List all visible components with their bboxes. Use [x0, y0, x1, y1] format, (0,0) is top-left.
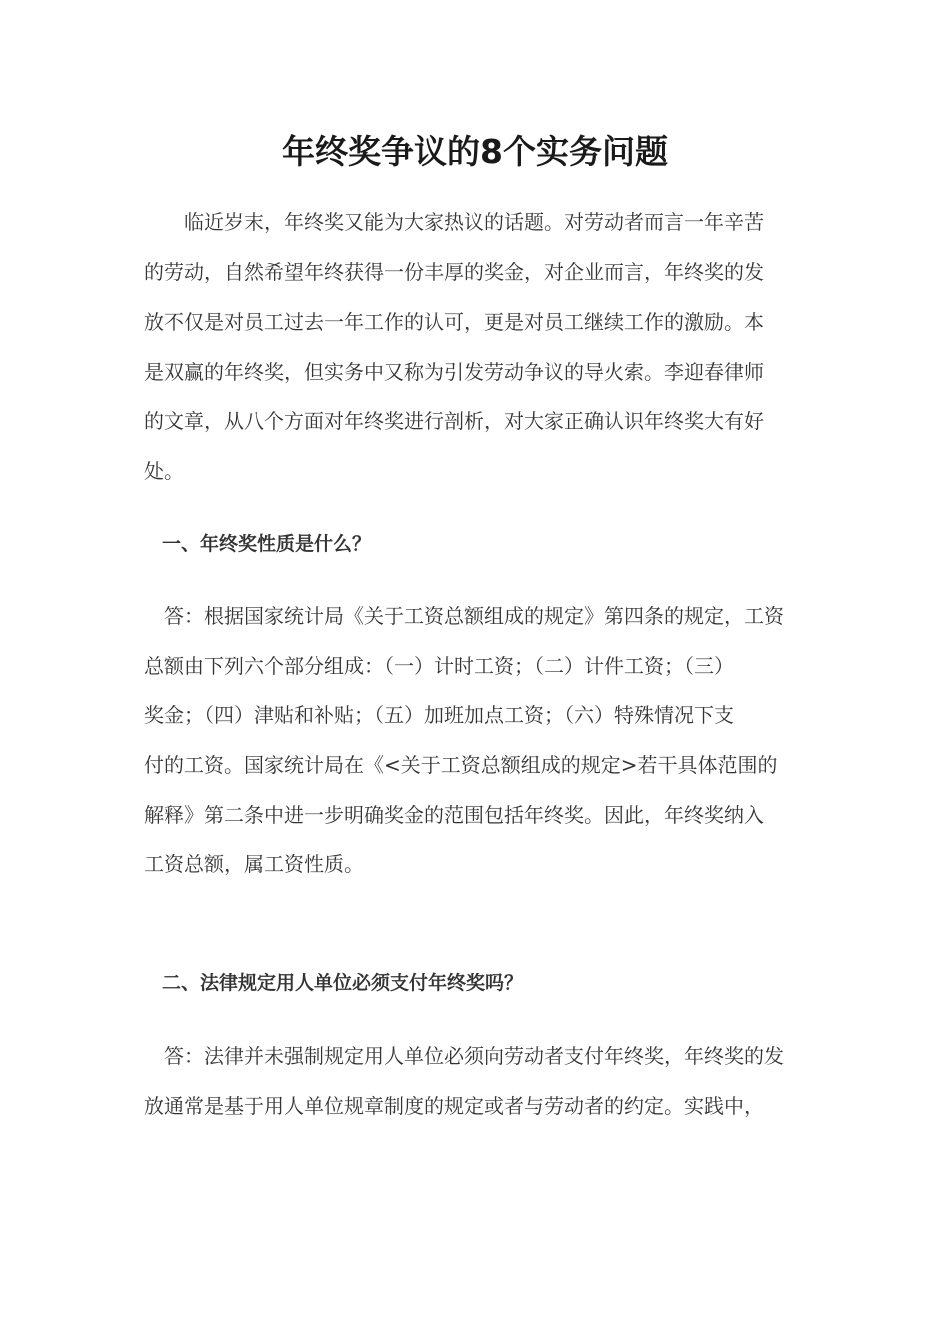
- answer-line: 解释》第二条中进一步明确奖金的范围包括年终奖。因此，年终奖纳入: [144, 803, 764, 827]
- document-title: 年终奖争议的8个实务问题: [282, 132, 668, 171]
- answer-line: 答：法律并未强制规定用人单位必须向劳动者支付年终奖，年终奖的发: [144, 1044, 784, 1068]
- intro-line: 的文章，从八个方面对年终奖进行剖析，对大家正确认识年终奖大有好: [144, 409, 764, 433]
- section-2-heading: 二、法律规定用人单位必须支付年终奖吗？: [162, 972, 524, 994]
- answer-line: 总额由下列六个部分组成：（一）计时工资；（二）计件工资；（三）: [144, 654, 734, 678]
- intro-line: 的劳动，自然希望年终获得一份丰厚的奖金，对企业而言，年终奖的发: [144, 260, 764, 284]
- intro-line: 放不仅是对员工过去一年工作的认可，更是对员工继续工作的激励。本: [144, 310, 764, 334]
- answer-line: 工资总额，属工资性质。: [144, 852, 364, 876]
- intro-line: 处。: [144, 459, 184, 483]
- intro-line: 临近岁末，年终奖又能为大家热议的话题。对劳动者而言一年辛苦: [144, 210, 764, 234]
- intro-line: 是双赢的年终奖，但实务中又称为引发劳动争议的导火索。李迎春律师: [144, 360, 764, 384]
- answer-line: 放通常是基于用人单位规章制度的规定或者与劳动者的约定。实践中，: [144, 1094, 764, 1118]
- section-1-heading: 一、年终奖性质是什么？: [162, 533, 372, 555]
- answer-line: 付的工资。国家统计局在《<关于工资总额组成的规定>若干具体范围的: [144, 753, 778, 777]
- answer-line: 答：根据国家统计局《关于工资总额组成的规定》第四条的规定，工资: [144, 604, 784, 628]
- answer-line: 奖金；（四）津贴和补贴；（五）加班加点工资；（六）特殊情况下支: [144, 703, 734, 727]
